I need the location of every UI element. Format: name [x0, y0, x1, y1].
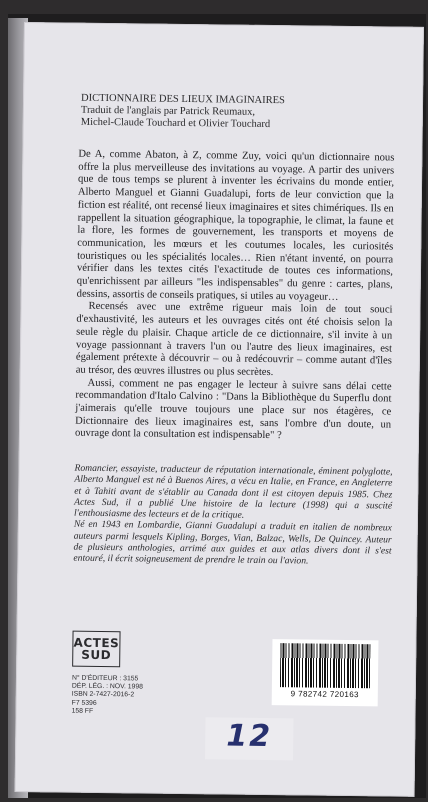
author-bio-paragraph: Romancier, essayiste, traducteur de réputation internationale, éminent polyglotte, Alberto Manguel est né à Buenos Aires, a vécu en Italie, en France, en Angleterre et à Tahiti avant de s'établir au Canada dont il est citoyen depuis 1985. Chez Actes Sud, il a publié Une histoire de la lecture (1998) qui a suscité l'enthousiasme des lecteurs et de la critique. — [73, 462, 393, 521]
handwritten-price: 12 — [226, 718, 273, 755]
book-back-cover — [15, 22, 424, 797]
translators-line-1: Traduit de l'anglais par Patrick Reumaux, — [80, 104, 256, 118]
barcode-number: 9 782742 720163 — [290, 689, 360, 700]
editor-number: N° D'ÉDITEUR : 3155 — [71, 674, 139, 683]
author-bio — [73, 463, 392, 569]
title-block — [81, 93, 381, 133]
blurb-text — [75, 149, 395, 445]
barcode-bars — [280, 643, 371, 688]
translators-line-2: Michel-Claude Touchard et Olivier Touchard — [80, 116, 271, 131]
publisher-logo-line-2: SUD — [81, 647, 112, 663]
blurb-paragraph: Aussi, comment ne pas engager le lecteur à suivre sans délai cette recommandation d'Italo Calvino : "Dans la Bibliothèque du Superflu dont j'aimerais qu'elle trouve toujours une place sur nos étagères, ce Dictionnaire des lieux imaginaires est, sans l'ombre d'un doute, un ouvrage dont la consultation est indispensable" ? — [74, 377, 392, 442]
book-title: DICTIONNAIRE DES LIEUX IMAGINAIRES — [81, 92, 285, 107]
blurb-paragraph: Recensés avec une extrême rigueur mais loin de tout souci d'exhaustivité, les auteurs et les ouvrages cités ont été choisis selon la seule règle du plaisir. Chaque article de ce dictionnaire, s'il invite à un voyage passionnant à travers l'un ou l'autre des lieux imaginaires, est également prétexte à découvrir – ou à redécouvrir – comme autant d'îles au trésor, des œuvres illustres ou plus secrètes. — [75, 301, 393, 379]
publisher-logo-line-1: ACTES — [73, 635, 120, 651]
barcode — [272, 639, 379, 706]
author-bio-paragraph: Né en 1943 en Lombardie, Gianni Guadalupi a traduit en italien de nombreux auteurs parmi lesquels Kipling, Borges, Vian, Balzac, Wells, De Quincey. Auteur de plusieurs anthologies, arrimé aux guides et aux atlas divers dont il s'est entouré, il écrit soigneusement de prendre le train ou l'avion. — [73, 519, 392, 567]
blurb-paragraph: De A, comme Abaton, à Z, comme Zuy, voici qu'un dictionnaire nous offre la plus merveilleuse des invitations au voyage. A partir des univers que de tous temps se plurent à inventer les écrivains du monde entier, Alberto Manguel et Gianni Guadalupi, forts de leur conviction que la fiction est réalité, ont recensé lieux imaginaires et sites chimériques. Ils en rappellent la situation géographique, la topographie, le climat, la faune et la flore, les formes de gouvernement, les transports et moyens de communication, les mœurs et les coutumes locales, les curiosités touristiques ou les spécialités locales… Rien n'étant inventé, on pourra vérifier dans les textes cités l'exactitude de toutes ces informations, qu'enrichissent par ailleurs "les indispensables" du genre : cartes, plans, dessins, assortis de conseils pratiques, si utiles au voyageur… — [76, 148, 395, 303]
product-code: F7 5396 — [71, 699, 97, 707]
publication-info — [72, 675, 202, 718]
legal-deposit: DÉP. LÉG. : NOV. 1998 — [71, 682, 143, 691]
publisher-logo — [72, 631, 120, 668]
isbn: ISBN 2-7427-2016-2 — [71, 691, 135, 699]
printed-price: 158 FF — [71, 707, 94, 715]
